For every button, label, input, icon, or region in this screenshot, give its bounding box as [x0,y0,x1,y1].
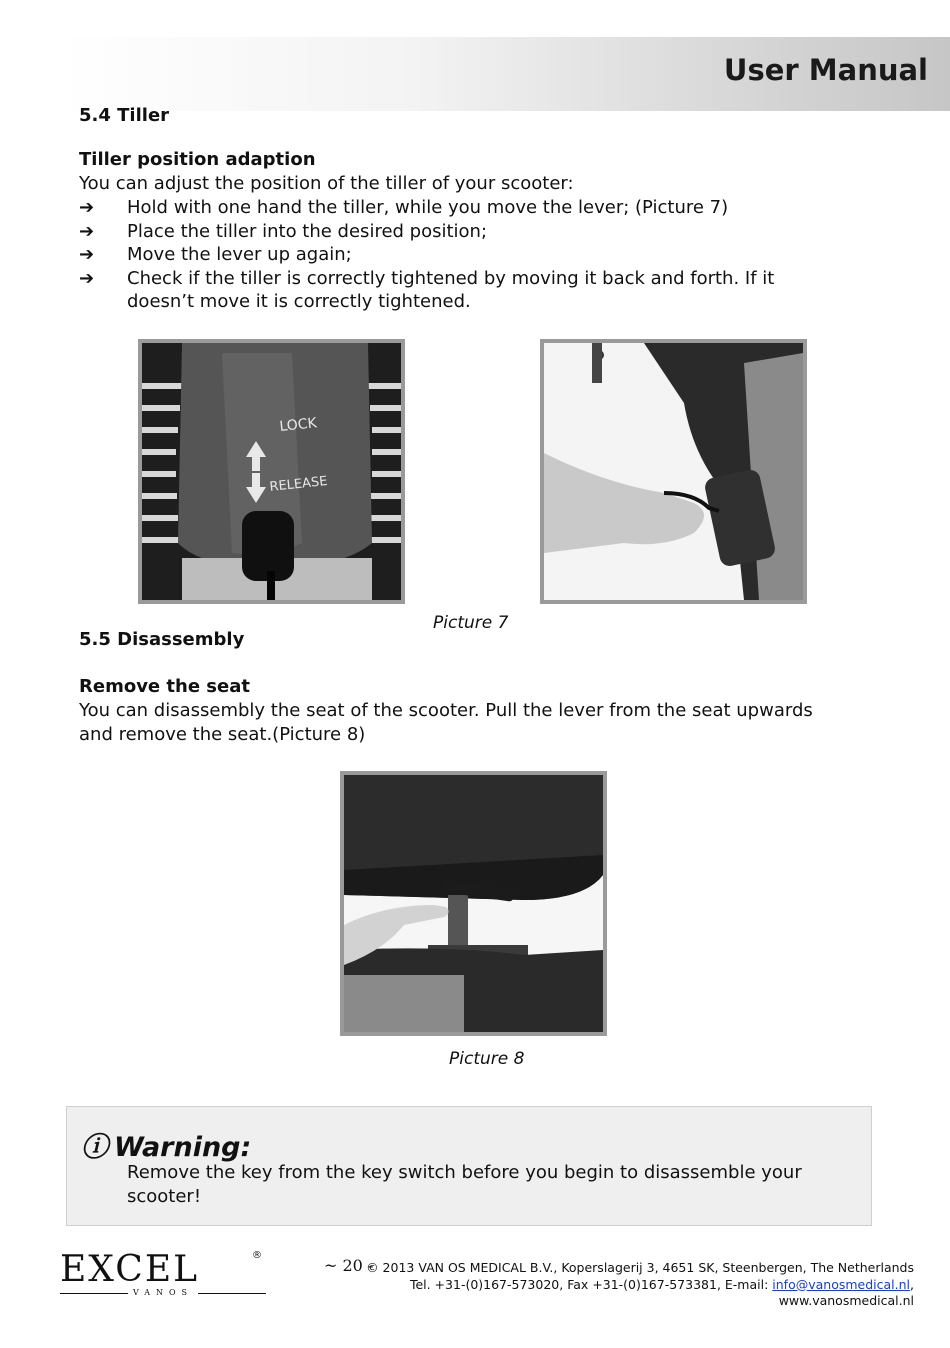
warning-title: ⓘ Warning: [81,1132,252,1163]
arrow-right-icon: ➔ [79,220,95,242]
release-label: RELEASE [268,473,329,495]
footer-company-info [366,1260,914,1310]
section-heading-tiller: 5.4 Tiller [79,105,170,126]
list-item: ➔ Hold with one hand the tiller, while you move the lever; (Picture 7) [79,197,729,218]
tiller-intro-text: You can adjust the position of the tiller of your scooter: [79,173,574,194]
picture-7-caption: Picture 7 [433,613,509,633]
info-icon: ⓘ [81,1132,108,1163]
remove-seat-text-line-1: You can disassembly the seat of the scooter. Pull the lever from the seat upwards [79,700,813,721]
hand-lever-photo [540,339,807,604]
list-item: ➔ Place the tiller into the desired position; [79,220,488,242]
picture-8-caption: Picture 8 [449,1049,525,1069]
lock-label: LOCK [278,415,318,435]
footer-contact: Tel. +31-(0)167-573020, Fax +31-(0)167-573381, E-mail: info@vanosmedical.nl, [409,1276,914,1292]
seat-lever-photo [340,771,607,1036]
tiller-steps-list [79,196,839,314]
arrow-right-icon: ➔ [79,267,95,289]
arrow-right-icon: ➔ [79,197,95,218]
remove-seat-text-line-2: and remove the seat.(Picture 8) [79,724,366,745]
logo-subtext: VANOS [132,1288,194,1297]
subheading-remove-seat: Remove the seat [79,676,250,697]
page-number: ~ 20 - [324,1256,374,1275]
footer-copyright: © 2013 VAN OS MEDICAL B.V., Koperslagerij 3, 4651 SK, Steenbergen, The Netherlands [366,1260,914,1275]
logo-wordmark: EXCEL [60,1249,200,1290]
logo-divider [198,1293,266,1294]
arrow-right-icon: ➔ [79,244,95,266]
registered-mark-icon: ® [252,1250,262,1261]
list-item: ➔ Move the lever up again; [79,244,352,266]
website-link[interactable]: www.vanosmedical.nl [778,1293,914,1308]
tiller-lock-release-photo [138,339,405,604]
warning-box [66,1106,872,1226]
warning-text: Remove the key from the key switch before you begin to disassemble your scooter! [127,1162,802,1207]
email-link[interactable]: info@vanosmedical.nl [772,1276,911,1292]
header-band [60,37,950,111]
list-item: ➔ Check if the tiller is correctly tightened by moving it back and forth. If it doesn’t move it is correctly tightened. [79,267,775,313]
subheading-tiller-position: Tiller position adaption [79,149,316,170]
header-title: User Manual [723,53,928,87]
excel-logo [60,1250,266,1296]
section-heading-disassembly: 5.5 Disassembly [79,629,245,650]
